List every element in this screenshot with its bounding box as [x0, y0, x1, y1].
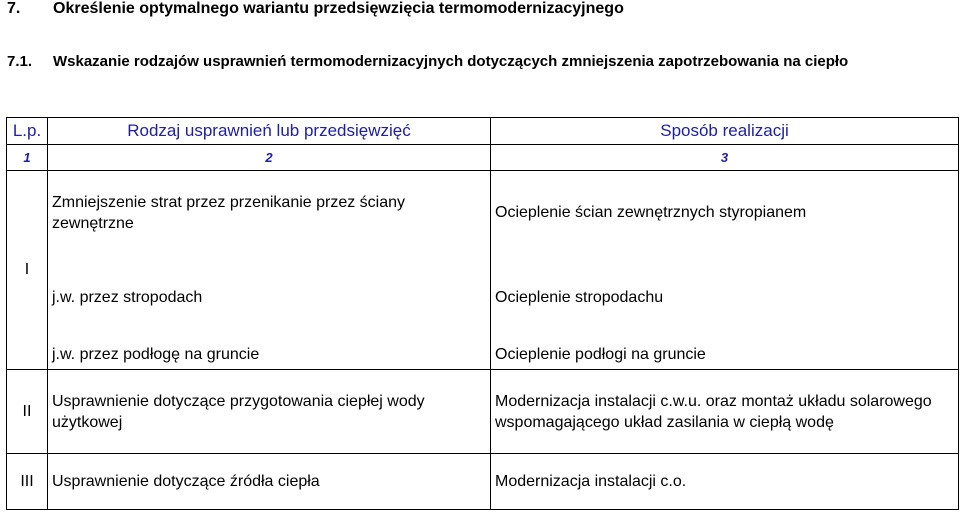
row-type: j.w. przez stropodach	[48, 255, 491, 312]
col-number-2: 2	[48, 145, 491, 171]
section-number: 7.	[7, 0, 21, 17]
subsection-title: Wskazanie rodzajów usprawnień termomodernizacyjnych dotyczących zmniejszenia zapotrzebowania na ciepło	[53, 53, 849, 70]
header-method: Sposób realizacji	[491, 118, 959, 145]
row-type: Usprawnienie dotyczące przygotowania ciepłej wody użytkowej	[48, 370, 491, 454]
improvements-table	[6, 117, 959, 510]
table-header-row	[7, 118, 959, 145]
row-method: Modernizacja instalacji c.w.u. oraz montaż układu solarowego wspomagającego układ zasilania w ciepłą wodę	[491, 370, 959, 454]
table-row	[7, 454, 959, 510]
group-lp-2: II	[7, 370, 48, 454]
col-number-3: 3	[491, 145, 959, 171]
group-lp-1: I	[7, 171, 48, 370]
table-row	[7, 171, 959, 255]
section-heading	[7, 0, 624, 18]
group-lp-3: III	[7, 454, 48, 510]
table-row	[7, 370, 959, 454]
row-method: Modernizacja instalacji c.o.	[491, 454, 959, 510]
row-type: Usprawnienie dotyczące źródła ciepła	[48, 454, 491, 510]
subsection-number: 7.1.	[7, 53, 33, 70]
column-number-row	[7, 145, 959, 171]
header-lp: L.p.	[7, 118, 48, 145]
table-row	[7, 312, 959, 370]
row-method: Ocieplenie stropodachu	[491, 255, 959, 312]
row-method: Ocieplenie podłogi na gruncie	[491, 312, 959, 370]
header-type: Rodzaj usprawnień lub przedsięwzięć	[48, 118, 491, 145]
section-title: Określenie optymalnego wariantu przedsięwzięcia termomodernizacyjnego	[53, 0, 624, 17]
row-method: Ocieplenie ścian zewnętrznych styropianem	[491, 171, 959, 255]
col-number-1: 1	[7, 145, 48, 171]
subsection-heading	[7, 51, 937, 73]
table-row	[7, 255, 959, 312]
row-type: Zmniejszenie strat przez przenikanie przez ściany zewnętrzne	[48, 171, 491, 255]
row-type: j.w. przez podłogę na gruncie	[48, 312, 491, 370]
